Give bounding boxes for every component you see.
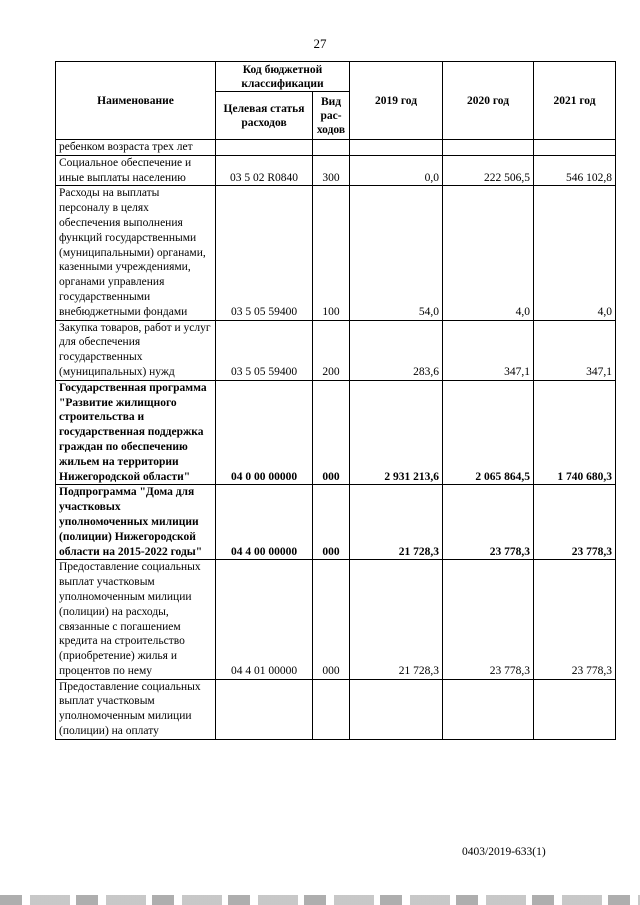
header-target-article: Целевая статья расходов xyxy=(216,92,313,140)
header-expense-type: Вид рас-ходов xyxy=(313,92,350,140)
table-row xyxy=(56,186,616,320)
row-name: Социальное обеспечение и иные выплаты населению xyxy=(56,155,216,186)
row-type: 000 xyxy=(313,485,350,560)
row-2021: 23 778,3 xyxy=(534,485,616,560)
row-2019: 21 728,3 xyxy=(350,560,443,679)
row-type xyxy=(313,140,350,156)
row-2021 xyxy=(534,140,616,156)
header-name: Наименование xyxy=(56,62,216,140)
row-2021: 1 740 680,3 xyxy=(534,380,616,485)
row-type: 200 xyxy=(313,320,350,380)
table-row xyxy=(56,380,616,485)
row-2020: 347,1 xyxy=(443,320,534,380)
row-code: 03 5 02 R0840 xyxy=(216,155,313,186)
row-name: Государственная программа "Развитие жилищного строительства и государственная поддержка граждан по обеспечению жильем на территории Нижегородской области" xyxy=(56,380,216,485)
header-2020: 2020 год xyxy=(443,62,534,140)
document-code: 0403/2019-633(1) xyxy=(462,846,546,858)
row-2020: 4,0 xyxy=(443,186,534,320)
row-type xyxy=(313,679,350,739)
row-code xyxy=(216,140,313,156)
row-name: Предоставление социальных выплат участковым уполномоченным милиции (полиции) на оплату xyxy=(56,679,216,739)
row-type: 100 xyxy=(313,186,350,320)
page-number: 27 xyxy=(313,36,327,51)
row-2021: 4,0 xyxy=(534,186,616,320)
row-2019: 283,6 xyxy=(350,320,443,380)
row-2019 xyxy=(350,679,443,739)
row-code: 04 4 01 00000 xyxy=(216,560,313,679)
row-2020: 23 778,3 xyxy=(443,485,534,560)
table-row xyxy=(56,155,616,186)
table-row xyxy=(56,320,616,380)
row-2021: 347,1 xyxy=(534,320,616,380)
row-2019: 21 728,3 xyxy=(350,485,443,560)
table-row xyxy=(56,140,616,156)
row-2019: 54,0 xyxy=(350,186,443,320)
row-2019: 2 931 213,6 xyxy=(350,380,443,485)
header-classification: Код бюджетной классификации xyxy=(216,62,350,92)
row-2019: 0,0 xyxy=(350,155,443,186)
header-2021: 2021 год xyxy=(534,62,616,140)
row-2021 xyxy=(534,679,616,739)
row-name: ребенком возраста трех лет xyxy=(56,140,216,156)
header-2019: 2019 год xyxy=(350,62,443,140)
row-code: 03 5 05 59400 xyxy=(216,186,313,320)
row-code: 03 5 05 59400 xyxy=(216,320,313,380)
row-2020 xyxy=(443,140,534,156)
row-2020 xyxy=(443,679,534,739)
row-code: 04 0 00 00000 xyxy=(216,380,313,485)
row-name: Закупка товаров, работ и услуг для обеспечения государственных (муниципальных) нужд xyxy=(56,320,216,380)
row-2021: 23 778,3 xyxy=(534,560,616,679)
row-2021: 546 102,8 xyxy=(534,155,616,186)
row-2020: 23 778,3 xyxy=(443,560,534,679)
row-name: Подпрограмма "Дома для участковых уполномоченных милиции (полиции) Нижегородской области на 2015-2022 годы" xyxy=(56,485,216,560)
row-name: Расходы на выплаты персоналу в целях обеспечения выполнения функций государственными (муниципальными) органами, казенными учреждениями, органами управления государственными внебюджетными фондами xyxy=(56,186,216,320)
budget-table xyxy=(55,61,616,740)
table-row xyxy=(56,485,616,560)
row-2020: 2 065 864,5 xyxy=(443,380,534,485)
row-type: 000 xyxy=(313,380,350,485)
row-code: 04 4 00 00000 xyxy=(216,485,313,560)
row-type: 300 xyxy=(313,155,350,186)
table-body xyxy=(56,140,616,740)
row-name: Предоставление социальных выплат участковым уполномоченным милиции (полиции) на расходы, связанные с погашением кредита на строительство (приобретение) жилья и процентов по нему xyxy=(56,560,216,679)
row-code xyxy=(216,679,313,739)
row-type: 000 xyxy=(313,560,350,679)
row-2020: 222 506,5 xyxy=(443,155,534,186)
table-row xyxy=(56,560,616,679)
row-2019 xyxy=(350,140,443,156)
table-row xyxy=(56,679,616,739)
scan-artifact xyxy=(0,895,640,905)
